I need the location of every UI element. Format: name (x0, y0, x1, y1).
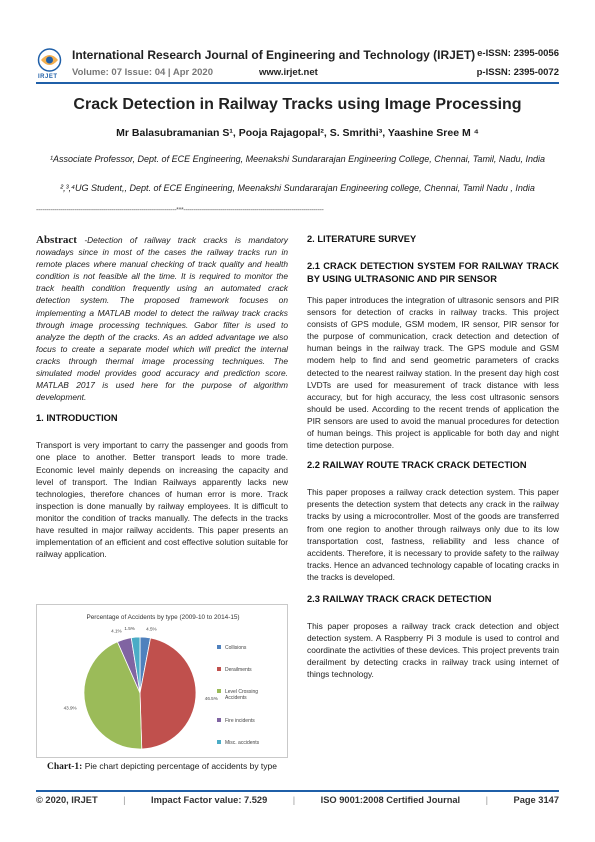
caption-text: Pie chart depicting percentage of accidents by type (82, 761, 278, 771)
paper-title: Crack Detection in Railway Tracks using Image Processing (73, 96, 522, 113)
abstract (36, 234, 288, 403)
journal-website-link[interactable]: www.irjet.net (259, 67, 318, 78)
footer-copyright: © 2020, IRJET (36, 795, 98, 805)
section-2-1-text: This paper introduces the integration of ultrasonic sensors and PIR sensors for detection of cracks in railway tracks. This project consists of GPS module, GSM modem, IR sensor, PIR sensor for the purpose of communication, crack detection and detection of human beings in the railway track. The GPS module and GSM modem help to find and send geometric parameters of cracks detected to the nearest railway station. In the present day high cost LVDTs are used for measurement of track distance with less accuracy, but for high accuracy, the less cost ultrasonic sensors should be used. According to the recent trends of application the PIR sensors are used to avoid the manual procedures for detection of human beings. This project is applicable for both day and night time detection purpose. (307, 295, 559, 451)
legend-label: Collisions (225, 645, 247, 651)
legend-label: Fire incidents (225, 718, 255, 724)
left-column (36, 234, 288, 560)
footer-iso: ISO 9001:2008 Certified Journal (320, 795, 461, 805)
pie-data-label: 4.5% (146, 626, 157, 632)
legend-label: Level Crossing Accidents (225, 689, 259, 701)
caption-label: Chart-1: (46, 762, 83, 772)
accidents-pie-chart (36, 604, 288, 758)
header-divider (36, 82, 559, 84)
legend-swatch (217, 667, 221, 671)
section-2-2-text: This paper proposes a railway crack detection system. This paper presents the detection system that detects any crack in the railway tracks by using a microcontroller. Most of the goods are transferred from one region to another through railways only due to its low transportation cost, fastness, reliability and less chance of accidents. Therefore, it is necessary to provide safety to the railway tracks. Hence an advanced technology capable of locating cracks in the tracks is developed. (307, 487, 559, 582)
journal-header (0, 0, 595, 88)
e-issn: e-ISSN: 2395-0056 (477, 48, 559, 59)
section-heading-2-2: 2.2 RAILWAY ROUTE TRACK CRACK DETECTION (307, 460, 527, 471)
footer-separator: | (292, 795, 296, 805)
section-heading-introduction: 1. INTRODUCTION (36, 413, 118, 424)
abstract-label: Abstract (36, 234, 77, 246)
footer-impact-factor: Impact Factor value: 7.529 (151, 795, 268, 805)
introduction-text: Transport is very important to carry the passenger and goods from one place to another. Better transport leads to more trade. Economic level mainly depends on increasing the capacity and level of transport. The Indian Railways apparently lacks new technologies, therefore chances of human error is more. Track inspection is done manually by railway employees. It is difficult to monitor the condition of tracks manually. The defects in the tracks have resulted in major railway accidents. This paper presents an implementation of an efficient and cost effective solution suitable for railway application. (36, 440, 288, 560)
page-footer (36, 795, 559, 805)
pie-data-label: 1.5% (124, 626, 135, 632)
chart-title: Percentage of Accidents by type (2009-10 to 2014-15) (86, 614, 240, 621)
footer-divider (36, 790, 559, 792)
p-issn: p-ISSN: 2395-0072 (476, 67, 559, 78)
pie-data-label: 4.1% (111, 628, 122, 634)
footer-separator: | (123, 795, 126, 805)
affiliation-2: ²,³,⁴UG Student,, Dept. of ECE Engineering, Meenakshi Sundararajan Engineering college, Chennai, Tamil Nadu , India (60, 183, 535, 193)
footer-separator: | (485, 795, 489, 805)
pie-data-label: 46.5% (204, 696, 218, 702)
footer-page-number: Page 3147 (513, 795, 559, 805)
legend-label: Misc. accidents (225, 740, 260, 746)
journal-title: International Research Journal of Engineering and Technology (IRJET) (72, 48, 476, 62)
legend-label: Derailments (225, 667, 252, 673)
affiliation-1: ¹Associate Professor, Dept. of ECE Engineering, Meenakshi Sundararajan Engineering College, Chennai, Tamil, Nadu, India (50, 154, 545, 164)
pie-slice-derailments (140, 638, 196, 749)
section-separator: ---------------------------------------------------------------------***--------------------------------------------------------------------- (36, 207, 324, 214)
paper-authors: Mr Balasubramanian S¹, Pooja Rajagopal², S. Smrithi³, Yaashine Sree M ⁴ (116, 127, 479, 139)
pie-chart-svg (37, 605, 289, 759)
irjet-logo-icon (36, 48, 63, 74)
section-heading-2-3: 2.3 RAILWAY TRACK CRACK DETECTION (307, 593, 492, 604)
logo-text: IRJET (38, 74, 58, 80)
abstract-text: -Detection of railway track cracks is mandatory nowadays since in most of the cases the railway tracks run in remote places where manual checking of track quality and health condition is not feasible all the time. It is required to monitor the track health condition frequently using an automated crack detection system. The proposed framework focuses on implementing a MATLAB model to detect the railway track cracks through image processing techniques. Gabor filter is used to analyze the depth of the cracks. As an added advantage we also focus to create a separate model which will predict the internal cracks through thermal image processing techniques. The simulated model provides good accuracy and prediction score. MATLAB 2017 is used here for the purpose of algorithm development. (36, 235, 288, 403)
legend-swatch (217, 740, 221, 744)
chart-caption (36, 760, 288, 773)
legend-swatch (217, 645, 221, 649)
section-2-3-text: This paper proposes a railway track crack detection and object detection system. A Raspberry Pi 3 module is used to control and coordinate the activities of these devices. This project prevents train derailment by detecting cracks in railway track using internet of things technology. (307, 620, 559, 680)
pie-data-label: 43.9% (63, 705, 77, 711)
legend-swatch (217, 718, 221, 722)
section-heading-2-1: 2.1 CRACK DETECTION SYSTEM FOR RAILWAY TRACK BY USING ULTRASONIC AND PIR SENSOR (307, 261, 559, 284)
volume-issue: Volume: 07 Issue: 04 | Apr 2020 (72, 67, 213, 78)
legend-swatch (217, 689, 221, 693)
section-heading-literature-survey: 2. LITERATURE SURVEY (307, 234, 417, 244)
right-column (307, 234, 559, 680)
